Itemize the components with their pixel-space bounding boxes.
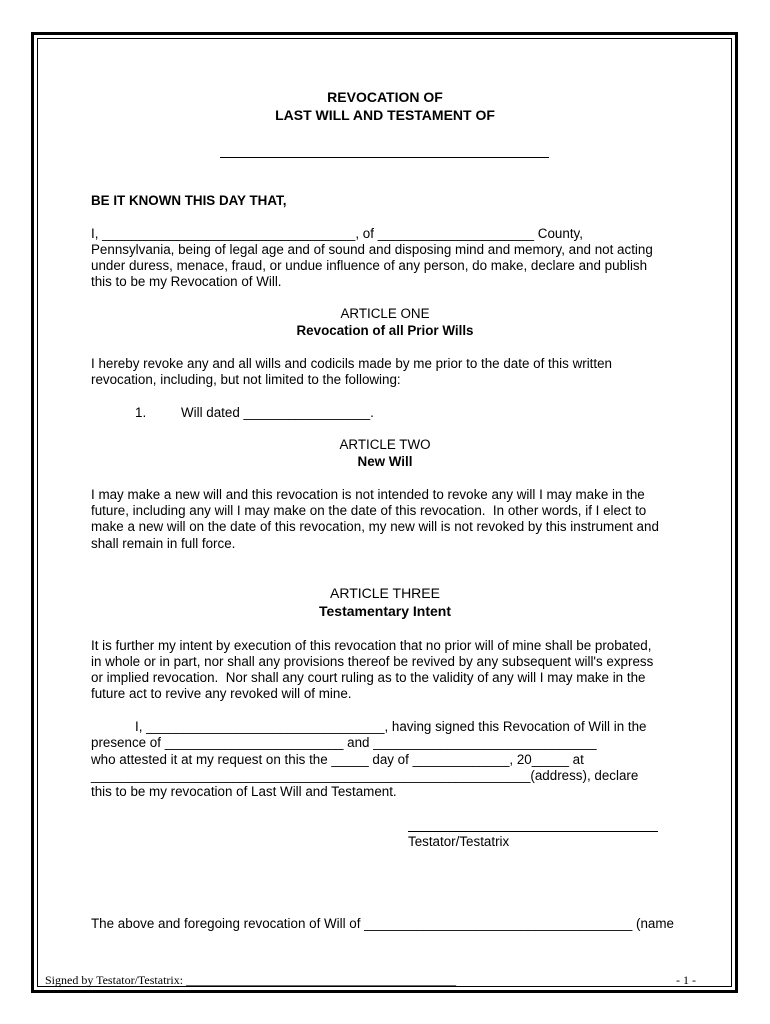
article-two-heading: ARTICLE TWO bbox=[339, 437, 431, 452]
footer-signed-by: Signed by Testator/Testatrix: _____________________________________________ bbox=[45, 973, 457, 987]
attestation-line-1: I, ________________________________, having signed this Revocation of Will in the bbox=[135, 719, 647, 734]
testator-name-line bbox=[220, 157, 549, 158]
article-three-subheading: Testamentary Intent bbox=[319, 603, 451, 619]
article-three-line-2: in whole or in part, nor shall any provisions thereof be revived by any subsequent will's express bbox=[91, 654, 654, 669]
article-one-line-2: revocation, including, but not limited to the following: bbox=[91, 372, 401, 387]
article-two-subheading: New Will bbox=[357, 454, 413, 469]
intro-heading: BE IT KNOWN THIS DAY THAT, bbox=[91, 193, 287, 208]
article-one-subheading: Revocation of all Prior Wills bbox=[296, 323, 474, 338]
article-two-line-1: I may make a new will and this revocation is not intended to revoke any will I may make in the bbox=[91, 487, 645, 502]
article-two-line-2: future, including any will I may make on the date of this revocation. In other words, if I elect to bbox=[91, 503, 647, 518]
signature-line bbox=[408, 831, 658, 832]
attestation-line-2: presence of ________________________ and ______________________________ bbox=[91, 735, 597, 750]
article-three-heading: ARTICLE THREE bbox=[330, 585, 440, 601]
foregoing-line-1: The above and foregoing revocation of Will of ____________________________________ (name bbox=[91, 916, 674, 931]
attestation-line-5: this to be my revocation of Last Will and Testament. bbox=[91, 784, 397, 799]
attestation-line-3: who attested it at my request on this the _____ day of _____________, 20_____ at bbox=[91, 752, 584, 767]
signature-label: Testator/Testatrix bbox=[408, 834, 510, 849]
intro-line-2: Pennsylvania, being of legal age and of sound and disposing mind and memory, and not acting bbox=[91, 242, 653, 257]
attestation-line-4: ___________________________________________________________(address), declare bbox=[91, 768, 639, 783]
document-title-line1: REVOCATION OF bbox=[327, 89, 443, 105]
article-one-line-1: I hereby revoke any and all wills and codicils made by me prior to the date of this written bbox=[91, 356, 613, 371]
article-three-line-1: It is further my intent by execution of this revocation that no prior will of mine shall be probated, bbox=[91, 638, 652, 653]
document-title-line2: LAST WILL AND TESTAMENT OF bbox=[275, 107, 495, 123]
article-one-heading: ARTICLE ONE bbox=[340, 306, 430, 321]
article-three-line-4: future act to revive any revoked will of mine. bbox=[91, 686, 352, 701]
list-item-number: 1. bbox=[135, 405, 147, 420]
article-two-line-4: shall remain in full force. bbox=[91, 536, 236, 551]
intro-line-3: under duress, menace, fraud, or undue influence of any person, do make, declare and publish bbox=[91, 258, 648, 273]
list-item-will-dated: Will dated _________________. bbox=[181, 405, 374, 420]
intro-line-4: this to be my Revocation of Will. bbox=[91, 274, 282, 289]
article-three-line-3: or implied revocation. Nor shall any court ruling as to the validity of any will I may make in the bbox=[91, 670, 646, 685]
page-number: - 1 - bbox=[676, 973, 696, 987]
article-two-line-3: make a new will on the date of this revocation, my new will is not revoked by this instrument and bbox=[91, 519, 659, 534]
intro-line-1: I, __________________________________, of _____________________ County, bbox=[91, 226, 583, 241]
